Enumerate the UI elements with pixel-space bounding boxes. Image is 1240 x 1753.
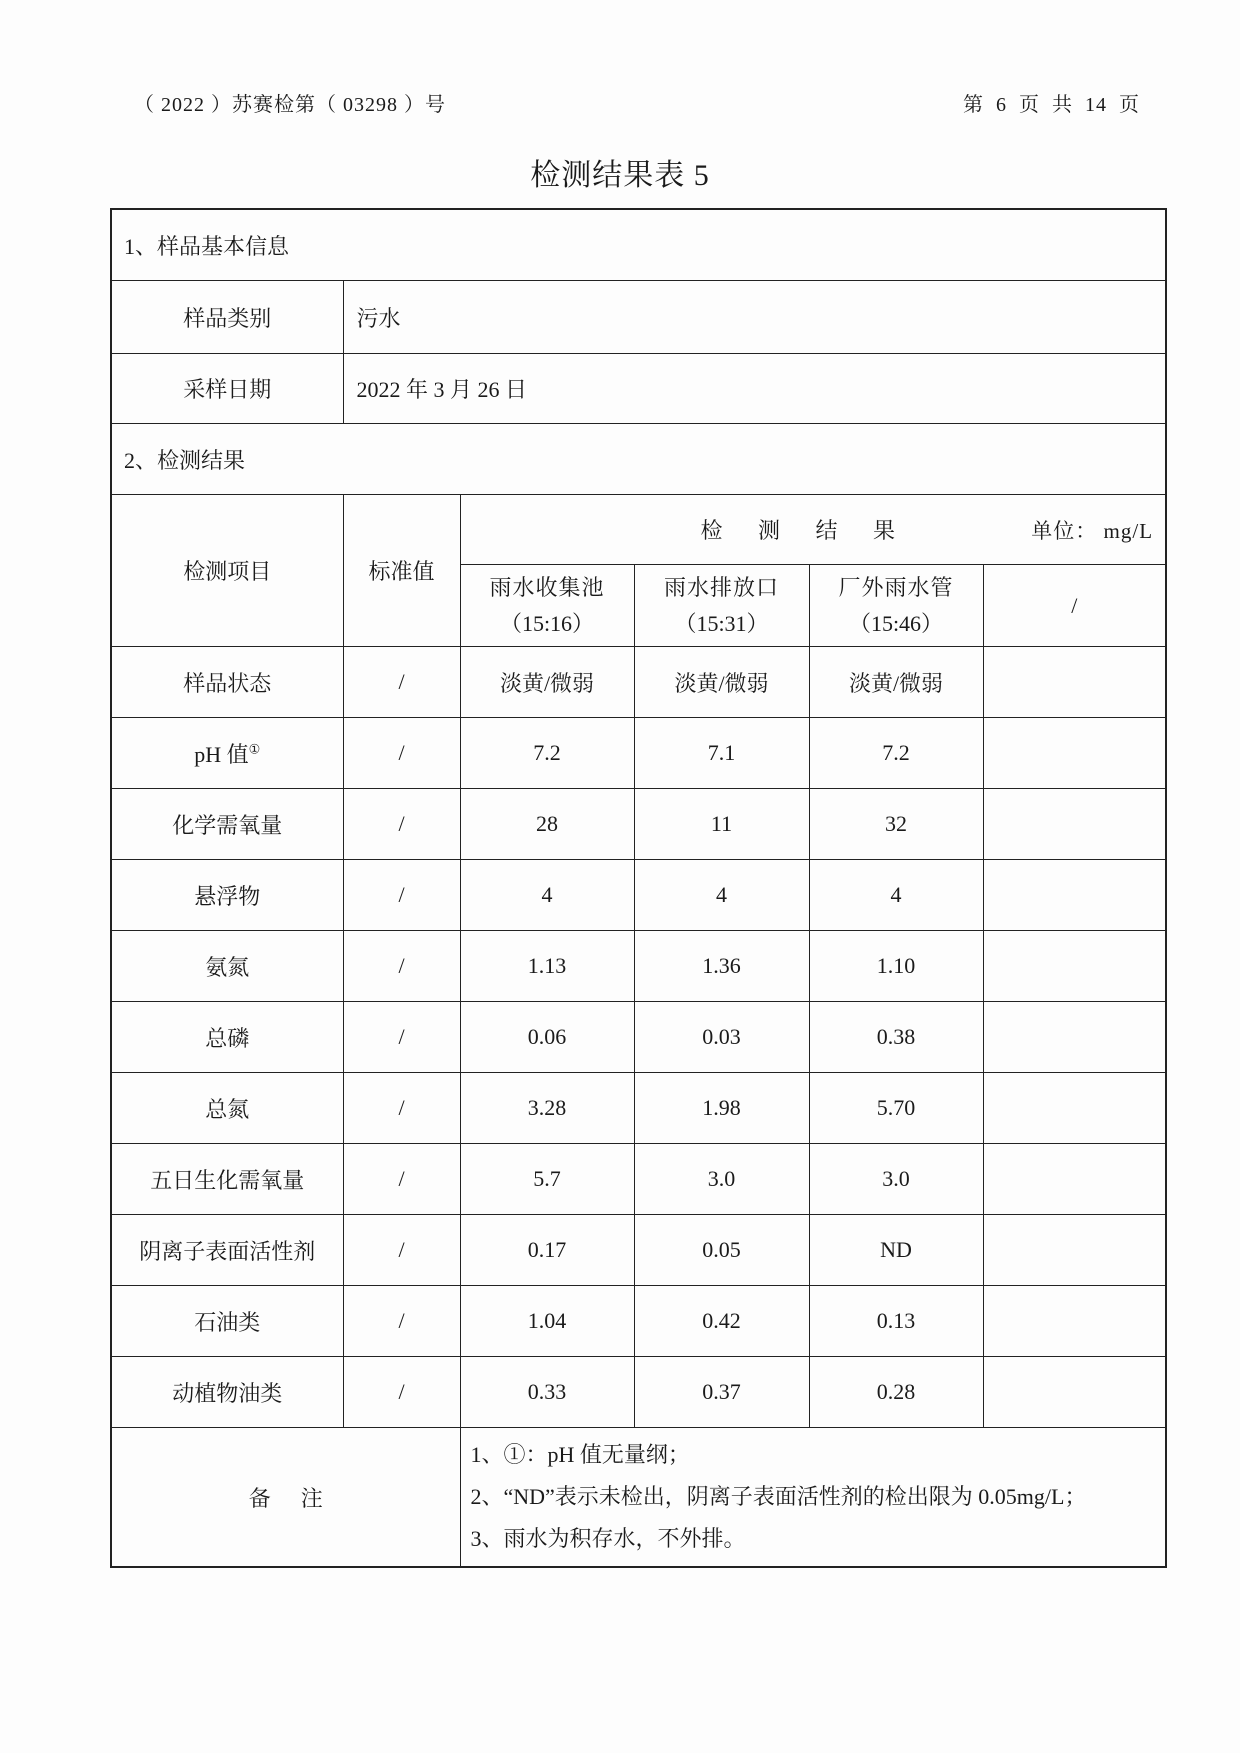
test-item-cell bbox=[111, 1215, 343, 1286]
column-header-standard: 标准值 bbox=[343, 495, 460, 647]
test-item-cell bbox=[111, 647, 343, 718]
site-header bbox=[634, 565, 809, 647]
standard-value: / bbox=[343, 1073, 460, 1144]
empty-cell bbox=[983, 1215, 1166, 1286]
result-value: 11 bbox=[634, 789, 809, 860]
result-value: 32 bbox=[809, 789, 983, 860]
result-value: 7.2 bbox=[809, 718, 983, 789]
document-number: （ 2022 ）苏赛检第（ 03298 ）号 bbox=[134, 94, 446, 116]
result-value: 28 bbox=[460, 789, 634, 860]
result-row bbox=[111, 718, 1166, 789]
remarks-text-cell bbox=[460, 1428, 1166, 1568]
sample-type-row bbox=[111, 281, 1166, 354]
remarks-label-cell bbox=[111, 1428, 460, 1568]
result-row bbox=[111, 647, 1166, 718]
result-value: 0.13 bbox=[809, 1286, 983, 1357]
remark-line: 1、①：pH 值无量纲； bbox=[470, 1442, 690, 1467]
test-item-cell bbox=[111, 931, 343, 1002]
result-row bbox=[111, 1144, 1166, 1215]
standard-value: / bbox=[343, 1144, 460, 1215]
empty-cell bbox=[983, 647, 1166, 718]
result-value: 5.70 bbox=[809, 1073, 983, 1144]
site-header bbox=[809, 565, 983, 647]
result-value: 4 bbox=[634, 860, 809, 931]
test-item-cell bbox=[111, 1286, 343, 1357]
test-item-name: 五日生化需氧量 bbox=[150, 1167, 305, 1193]
remark-line: 2、“ND”表示未检出，阴离子表面活性剂的检出限为 0.05mg/L； bbox=[470, 1484, 1087, 1509]
results-header-title: 检 测 结 果 bbox=[700, 518, 906, 543]
section-2-row bbox=[111, 424, 1166, 495]
results-body bbox=[111, 647, 1166, 1428]
results-table bbox=[110, 208, 1167, 1568]
empty-cell bbox=[983, 1286, 1166, 1357]
remarks-label: 备注 bbox=[248, 1485, 353, 1511]
empty-cell bbox=[983, 931, 1166, 1002]
site-header bbox=[460, 565, 634, 647]
sample-type-value: 污水 bbox=[343, 281, 1166, 354]
test-item-name: pH 值 bbox=[194, 741, 249, 767]
page-number: 第 6 页 共 14 页 bbox=[963, 94, 1140, 116]
result-value: 4 bbox=[809, 860, 983, 931]
standard-value: / bbox=[343, 1002, 460, 1073]
test-item-cell bbox=[111, 718, 343, 789]
result-value: 0.37 bbox=[634, 1357, 809, 1428]
standard-value: / bbox=[343, 931, 460, 1002]
result-value: 0.28 bbox=[809, 1357, 983, 1428]
result-value: 淡黄/微弱 bbox=[460, 647, 634, 718]
result-row bbox=[111, 1002, 1166, 1073]
remark-line: 3、雨水为积存水，不外排。 bbox=[470, 1526, 746, 1551]
result-value: 4 bbox=[460, 860, 634, 931]
page-title: 检测结果表 5 bbox=[530, 159, 710, 192]
empty-cell bbox=[983, 1073, 1166, 1144]
site-name: 厂外雨水管 bbox=[838, 574, 954, 600]
standard-value: / bbox=[343, 647, 460, 718]
result-value: 0.03 bbox=[634, 1002, 809, 1073]
result-value: 1.10 bbox=[809, 931, 983, 1002]
site-time: （15:46） bbox=[848, 610, 944, 636]
unit-label: 单位： mg/L bbox=[1031, 518, 1154, 543]
test-item-name: 化学需氧量 bbox=[172, 812, 283, 838]
result-value: 0.42 bbox=[634, 1286, 809, 1357]
site-name: 雨水收集池 bbox=[489, 574, 605, 600]
result-value: 淡黄/微弱 bbox=[634, 647, 809, 718]
empty-site-header: / bbox=[983, 565, 1166, 647]
section-2-heading: 2、检测结果 bbox=[111, 424, 1166, 495]
sampling-date-label: 采样日期 bbox=[111, 354, 343, 424]
test-item-cell bbox=[111, 1144, 343, 1215]
test-item-cell bbox=[111, 860, 343, 931]
result-value: 淡黄/微弱 bbox=[809, 647, 983, 718]
result-value: 3.0 bbox=[634, 1144, 809, 1215]
test-item-cell bbox=[111, 1357, 343, 1428]
result-value: 7.1 bbox=[634, 718, 809, 789]
result-row bbox=[111, 1286, 1166, 1357]
result-value: ND bbox=[809, 1215, 983, 1286]
test-item-cell bbox=[111, 1073, 343, 1144]
result-value: 5.7 bbox=[460, 1144, 634, 1215]
test-item-name: 石油类 bbox=[194, 1309, 261, 1335]
result-value: 1.04 bbox=[460, 1286, 634, 1357]
test-item-name: 总氮 bbox=[205, 1096, 250, 1122]
empty-cell bbox=[983, 718, 1166, 789]
sample-type-label: 样品类别 bbox=[111, 281, 343, 354]
test-item-name: 氨氮 bbox=[205, 954, 250, 980]
result-row bbox=[111, 1073, 1166, 1144]
result-row bbox=[111, 789, 1166, 860]
site-name: 雨水排放口 bbox=[663, 574, 779, 600]
result-value: 0.17 bbox=[460, 1215, 634, 1286]
test-item-name: 阴离子表面活性剂 bbox=[139, 1238, 316, 1264]
result-value: 0.33 bbox=[460, 1357, 634, 1428]
standard-value: / bbox=[343, 860, 460, 931]
test-item-name: 总磷 bbox=[205, 1025, 250, 1051]
empty-cell bbox=[983, 1357, 1166, 1428]
section-1-heading: 1、样品基本信息 bbox=[111, 209, 1166, 281]
remarks-row bbox=[111, 1428, 1166, 1568]
test-item-name: 样品状态 bbox=[183, 670, 272, 696]
test-item-name: 动植物油类 bbox=[172, 1380, 283, 1406]
test-item-cell bbox=[111, 789, 343, 860]
result-value: 1.98 bbox=[634, 1073, 809, 1144]
result-value: 1.36 bbox=[634, 931, 809, 1002]
standard-value: / bbox=[343, 1357, 460, 1428]
standard-value: / bbox=[343, 1215, 460, 1286]
empty-cell bbox=[983, 1144, 1166, 1215]
empty-cell bbox=[983, 789, 1166, 860]
site-time: （15:16） bbox=[499, 610, 595, 636]
result-value: 0.05 bbox=[634, 1215, 809, 1286]
site-time: （15:31） bbox=[674, 610, 769, 636]
result-value: 0.06 bbox=[460, 1002, 634, 1073]
results-header-cell bbox=[460, 495, 1166, 565]
result-row bbox=[111, 860, 1166, 931]
result-row bbox=[111, 1215, 1166, 1286]
result-value: 7.2 bbox=[460, 718, 634, 789]
empty-cell bbox=[983, 860, 1166, 931]
standard-value: / bbox=[343, 1286, 460, 1357]
section-1-row bbox=[111, 209, 1166, 281]
empty-cell bbox=[983, 1002, 1166, 1073]
sampling-date-row bbox=[111, 354, 1166, 424]
result-value: 0.38 bbox=[809, 1002, 983, 1073]
result-value: 3.0 bbox=[809, 1144, 983, 1215]
sampling-date-value: 2022 年 3 月 26 日 bbox=[343, 354, 1166, 424]
footnote-mark: ① bbox=[248, 741, 261, 757]
result-row bbox=[111, 1357, 1166, 1428]
results-header-row bbox=[111, 495, 1166, 565]
result-row bbox=[111, 931, 1166, 1002]
result-value: 3.28 bbox=[460, 1073, 634, 1144]
test-item-name: 悬浮物 bbox=[194, 883, 261, 909]
test-item-cell bbox=[111, 1002, 343, 1073]
column-header-item: 检测项目 bbox=[111, 495, 343, 647]
result-value: 1.13 bbox=[460, 931, 634, 1002]
standard-value: / bbox=[343, 789, 460, 860]
standard-value: / bbox=[343, 718, 460, 789]
